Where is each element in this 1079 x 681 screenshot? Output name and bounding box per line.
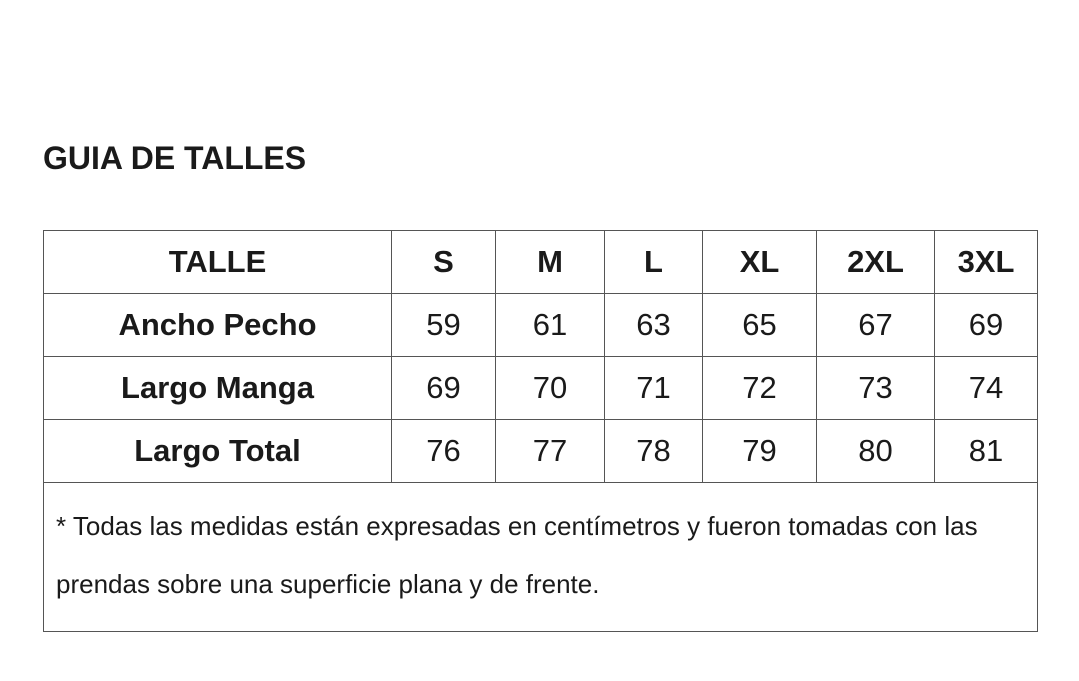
row-label: Largo Manga xyxy=(44,357,392,420)
row-label: Largo Total xyxy=(44,420,392,483)
table-header-row xyxy=(44,231,1038,294)
table-cell: 74 xyxy=(935,357,1038,420)
table-row xyxy=(44,357,1038,420)
size-guide-table xyxy=(43,230,1038,632)
table-row xyxy=(44,294,1038,357)
table-row xyxy=(44,420,1038,483)
note-row xyxy=(44,483,1038,632)
table-cell: 71 xyxy=(605,357,703,420)
table-cell: 76 xyxy=(392,420,496,483)
measurement-note: * Todas las medidas están expresadas en centímetros y fueron tomadas con las prendas sobre una superficie plana y de frente. xyxy=(44,483,1038,632)
page-title: GUIA DE TALLES xyxy=(43,140,307,176)
table-cell: 61 xyxy=(496,294,605,357)
table-cell: 59 xyxy=(392,294,496,357)
table-cell: 63 xyxy=(605,294,703,357)
table-cell: 79 xyxy=(703,420,817,483)
header-size: XL xyxy=(703,231,817,294)
table-cell: 69 xyxy=(392,357,496,420)
table-cell: 77 xyxy=(496,420,605,483)
table-cell: 65 xyxy=(703,294,817,357)
table-cell: 67 xyxy=(817,294,935,357)
table-cell: 69 xyxy=(935,294,1038,357)
table-cell: 80 xyxy=(817,420,935,483)
row-label: Ancho Pecho xyxy=(44,294,392,357)
table-cell: 70 xyxy=(496,357,605,420)
header-size: 2XL xyxy=(817,231,935,294)
header-talle: TALLE xyxy=(44,231,392,294)
header-size: 3XL xyxy=(935,231,1038,294)
header-size: L xyxy=(605,231,703,294)
table-cell: 72 xyxy=(703,357,817,420)
table-cell: 78 xyxy=(605,420,703,483)
header-size: S xyxy=(392,231,496,294)
header-size: M xyxy=(496,231,605,294)
table-cell: 73 xyxy=(817,357,935,420)
table-cell: 81 xyxy=(935,420,1038,483)
